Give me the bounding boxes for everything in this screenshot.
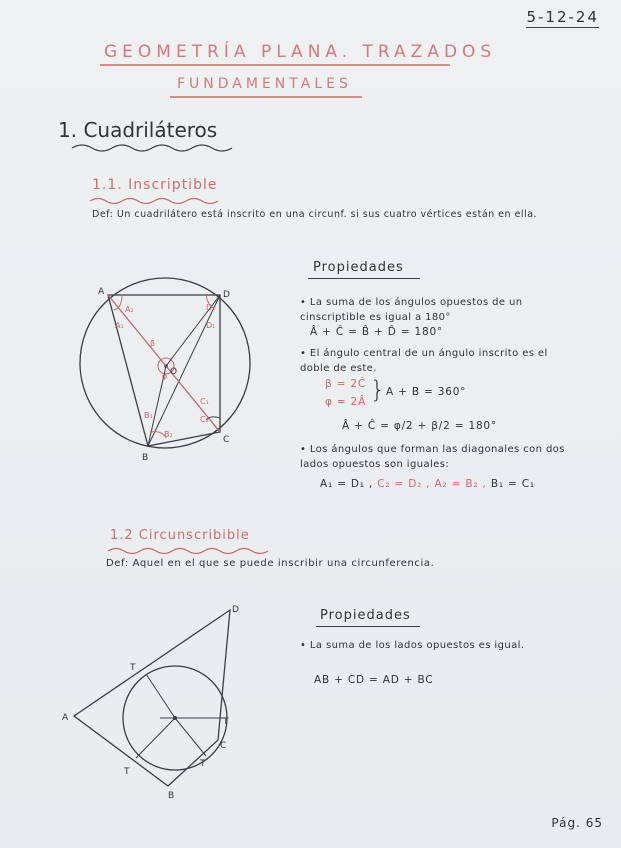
property-circunscribible-text: La suma de los lados opuestos es igual. bbox=[309, 640, 525, 651]
angle-d1-label: D₁ bbox=[206, 321, 216, 330]
subsection-heading-inscriptible: 1.1. Inscriptible bbox=[92, 177, 218, 193]
bullet-dot: • bbox=[300, 348, 310, 359]
section-heading: 1. Cuadriláteros bbox=[58, 118, 218, 142]
property-2-formula: Â + Ĉ = φ/2 + β/2 = 180° bbox=[342, 420, 497, 432]
vertex-d-label: D bbox=[223, 290, 230, 300]
properties-underline bbox=[316, 626, 420, 627]
angle-c1-label: C₁ bbox=[200, 397, 209, 406]
circumscribed-quadrilateral-figure bbox=[60, 598, 260, 798]
vertex-a-label: A bbox=[62, 713, 69, 723]
tangent-point-label: T bbox=[124, 767, 130, 777]
vertex-b-label: B bbox=[142, 453, 149, 463]
tangent-point-label: T bbox=[130, 663, 136, 673]
brace: } bbox=[370, 376, 386, 404]
property-3-equations bbox=[320, 478, 535, 490]
property-1-text: La suma de los ángulos opuestos de un cinscriptible es igual a 180° bbox=[300, 297, 523, 323]
title-underline bbox=[100, 64, 450, 66]
equation-b1-c1: B₁ = C₁ bbox=[490, 478, 535, 490]
property-3 bbox=[300, 442, 570, 472]
date: 5-12-24 bbox=[526, 8, 599, 26]
definition-inscriptible: Def: Un cuadrilátero está inscrito en una circunf. si sus cuatro vértices están en ella. bbox=[92, 209, 538, 220]
tangent-point-label: T bbox=[223, 717, 229, 727]
angle-b1-label: B₁ bbox=[144, 411, 153, 420]
property-circunscribible bbox=[300, 638, 562, 653]
angle-c2-label: C₂ bbox=[200, 415, 209, 424]
page-number: Pág. 65 bbox=[551, 816, 603, 830]
inscribed-quadrilateral-figure bbox=[70, 270, 270, 470]
properties-underline bbox=[308, 278, 420, 279]
bullet-dot: • bbox=[300, 640, 310, 651]
equation-a1-d1: A₁ = D₁ , bbox=[320, 478, 374, 490]
page-title-line1: GEOMETRÍA PLANA. TRAZADOS bbox=[104, 42, 497, 62]
property-2-text: El ángulo central de un ángulo inscrito es el doble de este. bbox=[300, 348, 548, 374]
definition-circunscribible: Def: Aquel en el que se puede inscribir una circunferencia. bbox=[106, 558, 435, 569]
wavy-underline bbox=[106, 545, 276, 555]
equation-a2-b2: A₂ = B₂ , bbox=[434, 478, 487, 490]
vertex-d-label: D bbox=[232, 605, 239, 615]
property-2 bbox=[300, 346, 562, 376]
wavy-underline bbox=[88, 195, 224, 205]
phi-label: φ bbox=[162, 372, 168, 381]
angle-b2-label: B₂ bbox=[164, 430, 173, 439]
wavy-underline bbox=[70, 140, 240, 154]
tangent-point-label: T bbox=[200, 759, 206, 769]
properties-heading-2: Propiedades bbox=[320, 608, 411, 623]
property-1 bbox=[300, 295, 562, 340]
bullet-dot: • bbox=[300, 444, 310, 455]
property-3-text: Los ángulos que forman las diagonales con dos lados opuestos son iguales: bbox=[300, 444, 565, 470]
sum-360-formula: A + B = 360° bbox=[386, 386, 467, 398]
angle-d2-label: D₂ bbox=[206, 303, 216, 312]
angle-a2-label: A₂ bbox=[125, 305, 134, 314]
bullet-dot: • bbox=[300, 297, 310, 308]
beta-label: β bbox=[150, 339, 156, 348]
title-underline-2 bbox=[170, 96, 362, 98]
properties-heading-1: Propiedades bbox=[313, 260, 404, 275]
vertex-a-label: A bbox=[98, 287, 105, 297]
beta-formula: β = 2Ĉ bbox=[325, 378, 366, 390]
center-o-label: O bbox=[170, 367, 178, 377]
vertex-b-label: B bbox=[168, 791, 175, 798]
angle-a1-label: A₁ bbox=[115, 321, 124, 330]
subsection-heading-circunscribible: 1.2 Circunscribible bbox=[110, 528, 250, 543]
vertex-c-label: C bbox=[220, 741, 227, 751]
equation-c2-d2: C₂ = D₂ , bbox=[377, 478, 431, 490]
vertex-c-label: C bbox=[223, 435, 230, 445]
phi-formula: φ = 2Â bbox=[325, 396, 367, 408]
property-circunscribible-formula: AB + CD = AD + BC bbox=[314, 674, 434, 686]
page-title-line2: FUNDAMENTALES bbox=[177, 76, 352, 92]
property-1-formula: Â + Ĉ = B̂ + D̂ = 180° bbox=[310, 326, 443, 338]
